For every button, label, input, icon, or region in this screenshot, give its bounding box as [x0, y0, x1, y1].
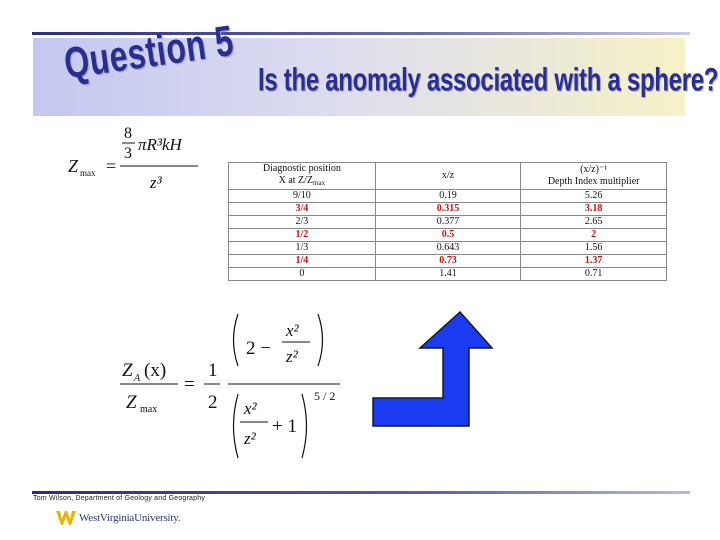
lower-left-paren — [234, 394, 239, 458]
arrow-shape — [373, 312, 492, 426]
za-subscript: A — [134, 373, 141, 384]
table-cell-pos: 1/3 — [229, 242, 376, 255]
header-multiplier — [521, 163, 667, 190]
table-cell-mult: 1.56 — [521, 242, 667, 255]
question-title: Question 5 — [61, 15, 237, 88]
table-cell-xz: 0.643 — [375, 242, 521, 255]
zmax-den-subscript: max — [140, 404, 158, 415]
upper-x-squared: x² — [286, 321, 299, 340]
coef-denominator: 3 — [124, 145, 132, 162]
inner-two-minus: 2 − — [246, 338, 271, 359]
table-cell-pos: 0 — [229, 268, 376, 281]
wvu-logo-text — [79, 512, 180, 524]
diagnostic-table — [228, 162, 667, 281]
zmax-den-symbol: Z — [126, 392, 137, 413]
slide-headline: Is the anomaly associated with a sphere? — [258, 62, 719, 99]
table-cell-xz: 0.5 — [375, 229, 521, 242]
coef-numerator: 8 — [124, 125, 132, 142]
lower-z-squared: z² — [244, 429, 256, 448]
table-row — [229, 216, 667, 229]
equals-sign-2: = — [184, 374, 195, 395]
za-argument: (x) — [144, 360, 167, 381]
table-cell-pos: 3/4 — [229, 203, 376, 216]
table-header-row — [229, 163, 667, 190]
up-arrow-icon — [370, 310, 496, 435]
table-cell-xz: 0.73 — [375, 255, 521, 268]
table-cell-mult: 5.26 — [521, 190, 667, 203]
table-body — [229, 190, 667, 281]
zmax-symbol: Z — [68, 156, 79, 176]
table-cell-pos: 1/4 — [229, 255, 376, 268]
table-row — [229, 190, 667, 203]
table-cell-mult: 1.37 — [521, 255, 667, 268]
half-numerator: 1 — [208, 360, 218, 381]
table-cell-mult: 2.65 — [521, 216, 667, 229]
zmax-equation — [60, 120, 210, 198]
za-equation — [118, 310, 350, 466]
header-col3-line2: Depth Index multiplier — [547, 176, 640, 187]
table-cell-pos: 2/3 — [229, 216, 376, 229]
header-diagnostic-position — [229, 163, 376, 190]
upper-right-paren — [318, 314, 323, 366]
footer-rule — [32, 491, 690, 494]
table-row — [229, 203, 667, 216]
plus-one: + 1 — [272, 416, 297, 437]
wvu-logo — [56, 511, 180, 525]
za-symbol: Z — [122, 360, 133, 381]
lower-right-paren — [302, 394, 307, 458]
header-xz: x/z — [375, 163, 521, 190]
table-cell-pos: 1/2 — [229, 229, 376, 242]
table-cell-xz: 0.315 — [375, 203, 521, 216]
exponent: 5 / 2 — [314, 389, 336, 403]
table-cell-mult: 3.18 — [521, 203, 667, 216]
half-denominator: 2 — [208, 392, 218, 413]
table-cell-mult: 0.71 — [521, 268, 667, 281]
denominator: z³ — [150, 173, 162, 192]
table-cell-pos: 9/10 — [229, 190, 376, 203]
header-col1-line1: Diagnostic position — [262, 163, 341, 174]
lower-x-squared: x² — [244, 399, 257, 418]
table-row — [229, 242, 667, 255]
table-cell-mult: 2 — [521, 229, 667, 242]
equals-sign: = — [106, 156, 117, 176]
table-cell-xz: 0.377 — [375, 216, 521, 229]
header-col3-line1: (x/z)⁻¹ — [580, 164, 608, 175]
header-col1-line2: X at Z/Z — [278, 175, 314, 186]
wvu-logo-west: WestVirginia — [79, 512, 135, 524]
table-row — [229, 255, 667, 268]
numerator-rest: πR³kH — [138, 135, 182, 154]
header-col1-sub: max — [313, 179, 326, 187]
upper-z-squared: z² — [286, 347, 298, 366]
wvu-logo-icon — [56, 511, 76, 525]
table-cell-xz: 1.41 — [375, 268, 521, 281]
zmax-subscript: max — [80, 168, 96, 178]
table-cell-xz: 0.19 — [375, 190, 521, 203]
upper-left-paren — [234, 314, 239, 366]
table-row — [229, 268, 667, 281]
footer-credit: Tom Wilson, Department of Geology and Geography — [33, 495, 206, 502]
table-row — [229, 229, 667, 242]
wvu-logo-univ: University. — [134, 512, 181, 524]
